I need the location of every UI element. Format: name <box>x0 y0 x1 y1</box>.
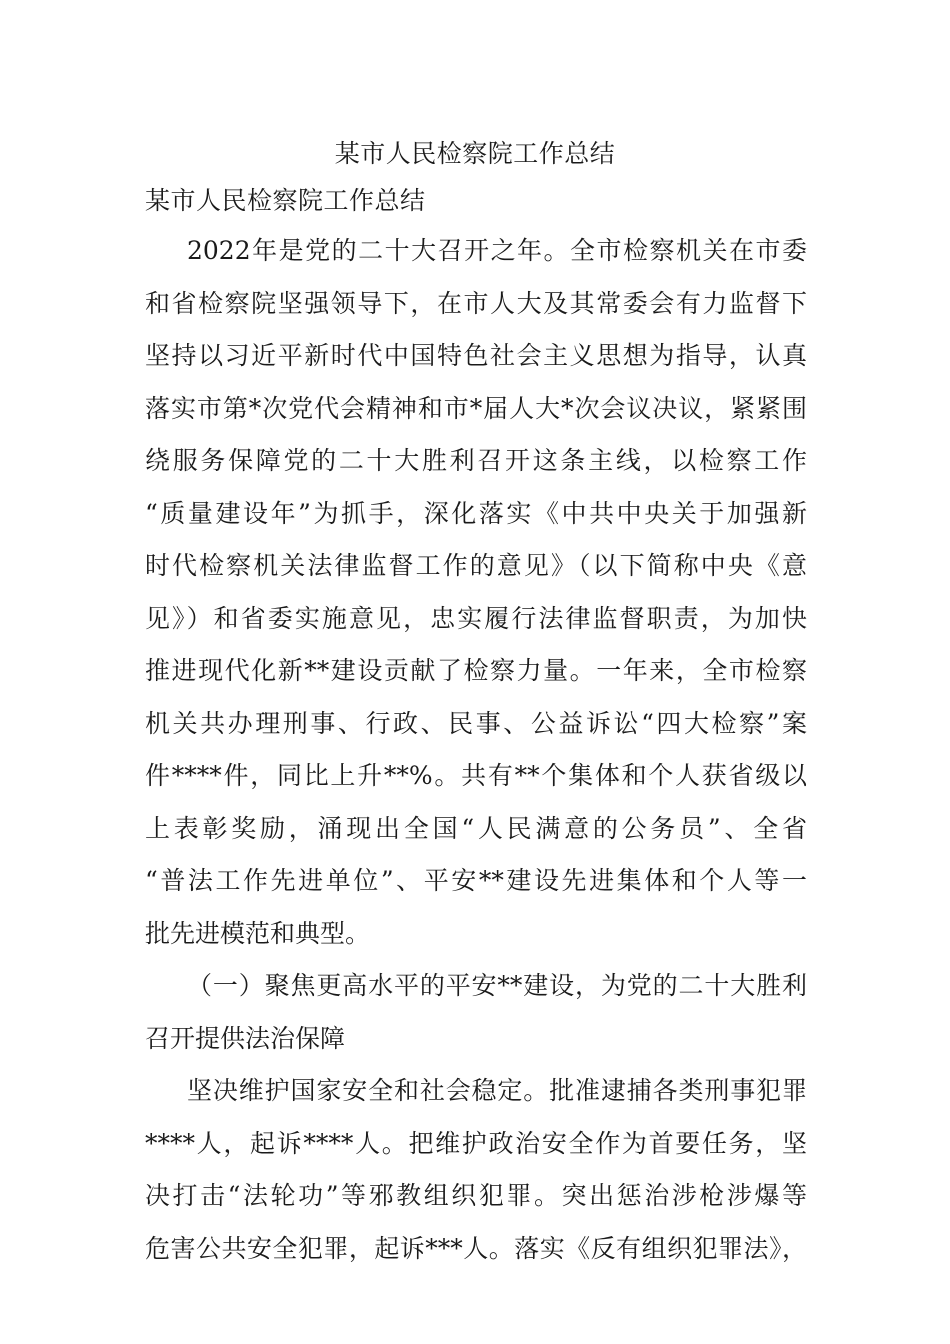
document-title: 某市人民检察院工作总结 <box>334 139 616 168</box>
text-line: 坚持以习近平新时代中国特色社会主义思想为指导，认真 <box>145 341 807 370</box>
section-heading: 召开提供法治保障 <box>145 1023 346 1053</box>
text-line: “普法工作先进单位”、平安**建设先进集体和个人等一 <box>145 866 807 895</box>
text-line: 时代检察机关法律监督工作的意见》（以下简称中央《意 <box>145 551 807 580</box>
text-line: 见》）和省委实施意见，忠实履行法律监督职责，为加快 <box>145 603 807 633</box>
text-line: 推进现代化新**建设贡献了检察力量。一年来，全市检察 <box>145 656 807 685</box>
document-body <box>145 225 807 1275</box>
text-line: 上表彰奖励，涌现出全国“人民满意的公务员”、全省 <box>145 813 807 843</box>
text-line: ****人，起诉****人。把维护政治安全作为首要任务，坚 <box>145 1128 807 1158</box>
text-line: 落实市第*次党代会精神和市*届人大*次会议决议，紧紧围 <box>145 393 807 423</box>
text-line: “质量建设年”为抓手，深化落实《中共中央关于加强新 <box>145 498 807 528</box>
text-line: 绕服务保障党的二十大胜利召开这条主线，以检察工作 <box>145 446 807 475</box>
text-line: 批先进模范和典型。 <box>145 918 371 948</box>
text-line: 2022年是党的二十大召开之年。全市检察机关在市委 <box>187 236 807 265</box>
section-heading: （一）聚焦更高水平的平安**建设，为党的二十大胜利 <box>187 971 807 1000</box>
text-line: 决打击“法轮功”等邪教组织犯罪。突出惩治涉枪涉爆等 <box>145 1181 807 1210</box>
text-line: 和省检察院坚强领导下，在市人大及其常委会有力监督下 <box>145 288 807 318</box>
text-line: 件****件，同比上升**%。共有**个集体和个人获省级以 <box>145 761 807 790</box>
text-line: 机关共办理刑事、行政、民事、公益诉讼“四大检察”案 <box>145 708 807 738</box>
document-subtitle: 某市人民检察院工作总结 <box>145 186 426 215</box>
text-line: 坚决维护国家安全和社会稳定。批准逮捕各类刑事犯罪 <box>187 1076 807 1105</box>
text-line: 危害公共安全犯罪，起诉***人。落实《反有组织犯罪法》， <box>145 1233 807 1263</box>
